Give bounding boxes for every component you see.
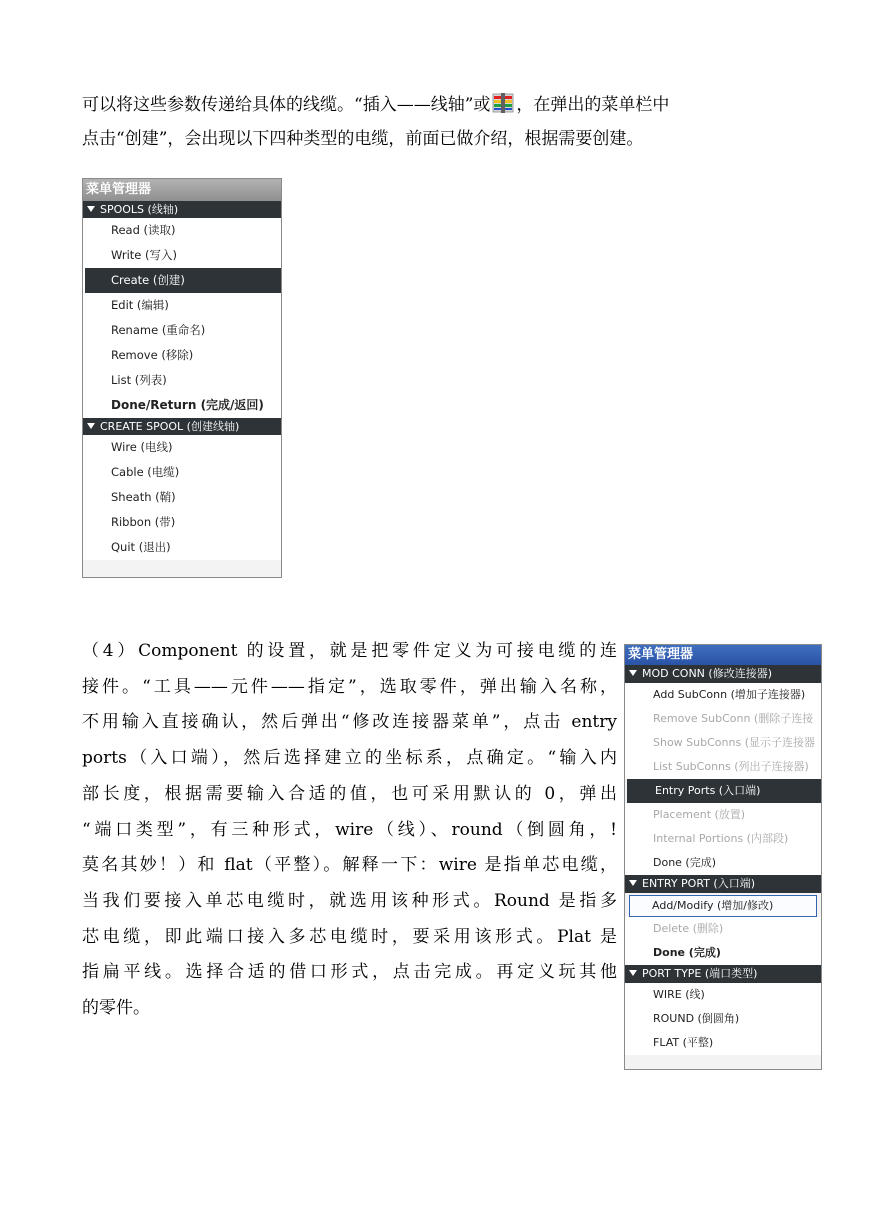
menu-item-ribbon[interactable]: Ribbon (带)	[83, 510, 281, 535]
chevron-down-icon	[629, 880, 637, 886]
menu-item-create[interactable]: Create (创建)	[85, 268, 281, 293]
menu-item-cable[interactable]: Cable (电缆)	[83, 460, 281, 485]
menu-item-wire-type[interactable]: WIRE (线)	[625, 983, 821, 1007]
section-header-create-spool[interactable]: CREATE SPOOL (创建线轴)	[83, 418, 281, 435]
menu-item-remove-subconn: Remove SubConn (删除子连接	[625, 707, 821, 731]
section-header-port-type[interactable]: PORT TYPE (端口类型)	[625, 965, 821, 983]
menu-item-rename[interactable]: Rename (重命名)	[83, 318, 281, 343]
menu-title: 菜单管理器	[625, 645, 821, 665]
paragraph-line: 芯电缆，即此端口接入多芯电缆时，要采用该形式。Plat 是	[82, 926, 617, 947]
menu-item-edit[interactable]: Edit (编辑)	[83, 293, 281, 318]
menu-item-list-subconns: List SubConns (列出子连接器)	[625, 755, 821, 779]
menu-item-remove[interactable]: Remove (移除)	[83, 343, 281, 368]
menu-item-flat-type[interactable]: FLAT (平整)	[625, 1031, 821, 1055]
chevron-down-icon	[629, 670, 637, 676]
menu-item-round-type[interactable]: ROUND (倒圆角)	[625, 1007, 821, 1031]
menu-item-list[interactable]: List (列表)	[83, 368, 281, 393]
paragraph-intro	[82, 88, 802, 156]
menu-item-sheath[interactable]: Sheath (鞘)	[83, 485, 281, 510]
paragraph-line: 不用输入直接确认，然后弹出“修改连接器菜单”，点击 entry	[82, 712, 617, 733]
chevron-down-icon	[87, 206, 95, 212]
menu-item-add-modify[interactable]: Add/Modify (增加/修改)	[629, 895, 817, 917]
menu-item-add-subconn[interactable]: Add SubConn (增加子连接器)	[625, 683, 821, 707]
paragraph-line: 指扁平线。选择合适的借口形式，点击完成。再定义玩其他	[82, 962, 617, 983]
menu-item-placement: Placement (放置)	[625, 803, 821, 827]
menu-item-wire[interactable]: Wire (电线)	[83, 435, 281, 460]
section-header-mod-conn[interactable]: MOD CONN (修改连接器)	[625, 665, 821, 683]
menu-item-read[interactable]: Read (读取)	[83, 218, 281, 243]
menu-title: 菜单管理器	[83, 179, 281, 201]
menu-manager-mod-conn	[624, 644, 822, 1070]
paragraph-line: ports（入口端），然后选择建立的坐标系，点确定。“输入内	[82, 748, 617, 769]
menu-item-entry-ports[interactable]: Entry Ports (入口端)	[627, 779, 821, 803]
paragraph-component	[82, 634, 617, 1027]
menu-manager-spools	[82, 178, 282, 578]
section-header-entry-port[interactable]: ENTRY PORT (入口端)	[625, 875, 821, 893]
menu-item-show-subconns: Show SubConns (显示子连接器	[625, 731, 821, 755]
paragraph-line: 当我们要接入单芯电缆时，就选用该种形式。Round 是指多	[82, 890, 617, 911]
chevron-down-icon	[87, 423, 95, 429]
menu-item-quit[interactable]: Quit (退出)	[83, 535, 281, 560]
paragraph-line: “端口类型”，有三种形式，wire（线）、round（倒圆角，!	[82, 819, 617, 840]
menu-item-done[interactable]: Done (完成)	[625, 851, 821, 875]
paragraph-line: 点击“创建”，会出现以下四种类型的电缆，前面已做介绍，根据需要创建。	[82, 129, 644, 149]
menu-item-delete: Delete (删除)	[625, 917, 821, 941]
spool-icon	[492, 92, 514, 114]
menu-item-done-entry[interactable]: Done (完成)	[625, 941, 821, 965]
menu-item-done-return[interactable]: Done/Return (完成/返回)	[83, 393, 281, 418]
paragraph-line: 可以将这些参数传递给具体的线缆。“插入——线轴”或 ，在弹出的菜单栏中	[82, 88, 802, 122]
section-header-spools[interactable]: SPOOLS (线轴)	[83, 201, 281, 218]
paragraph-line: 接件。“工具——元件——指定”，选取零件，弹出输入名称，	[82, 676, 617, 697]
paragraph-line: 莫名其妙！）和 flat（平整）。解释一下：wire 是指单芯电缆，	[82, 855, 617, 876]
menu-item-internal-portions: Internal Portions (内部段)	[625, 827, 821, 851]
chevron-down-icon	[629, 970, 637, 976]
paragraph-line: 的零件。	[82, 998, 150, 1019]
paragraph-line: （4）Component 的设置，就是把零件定义为可接电缆的连	[82, 641, 617, 661]
menu-item-write[interactable]: Write (写入)	[83, 243, 281, 268]
paragraph-line: 部长度，根据需要输入合适的值，也可采用默认的 0，弹出	[82, 783, 617, 804]
